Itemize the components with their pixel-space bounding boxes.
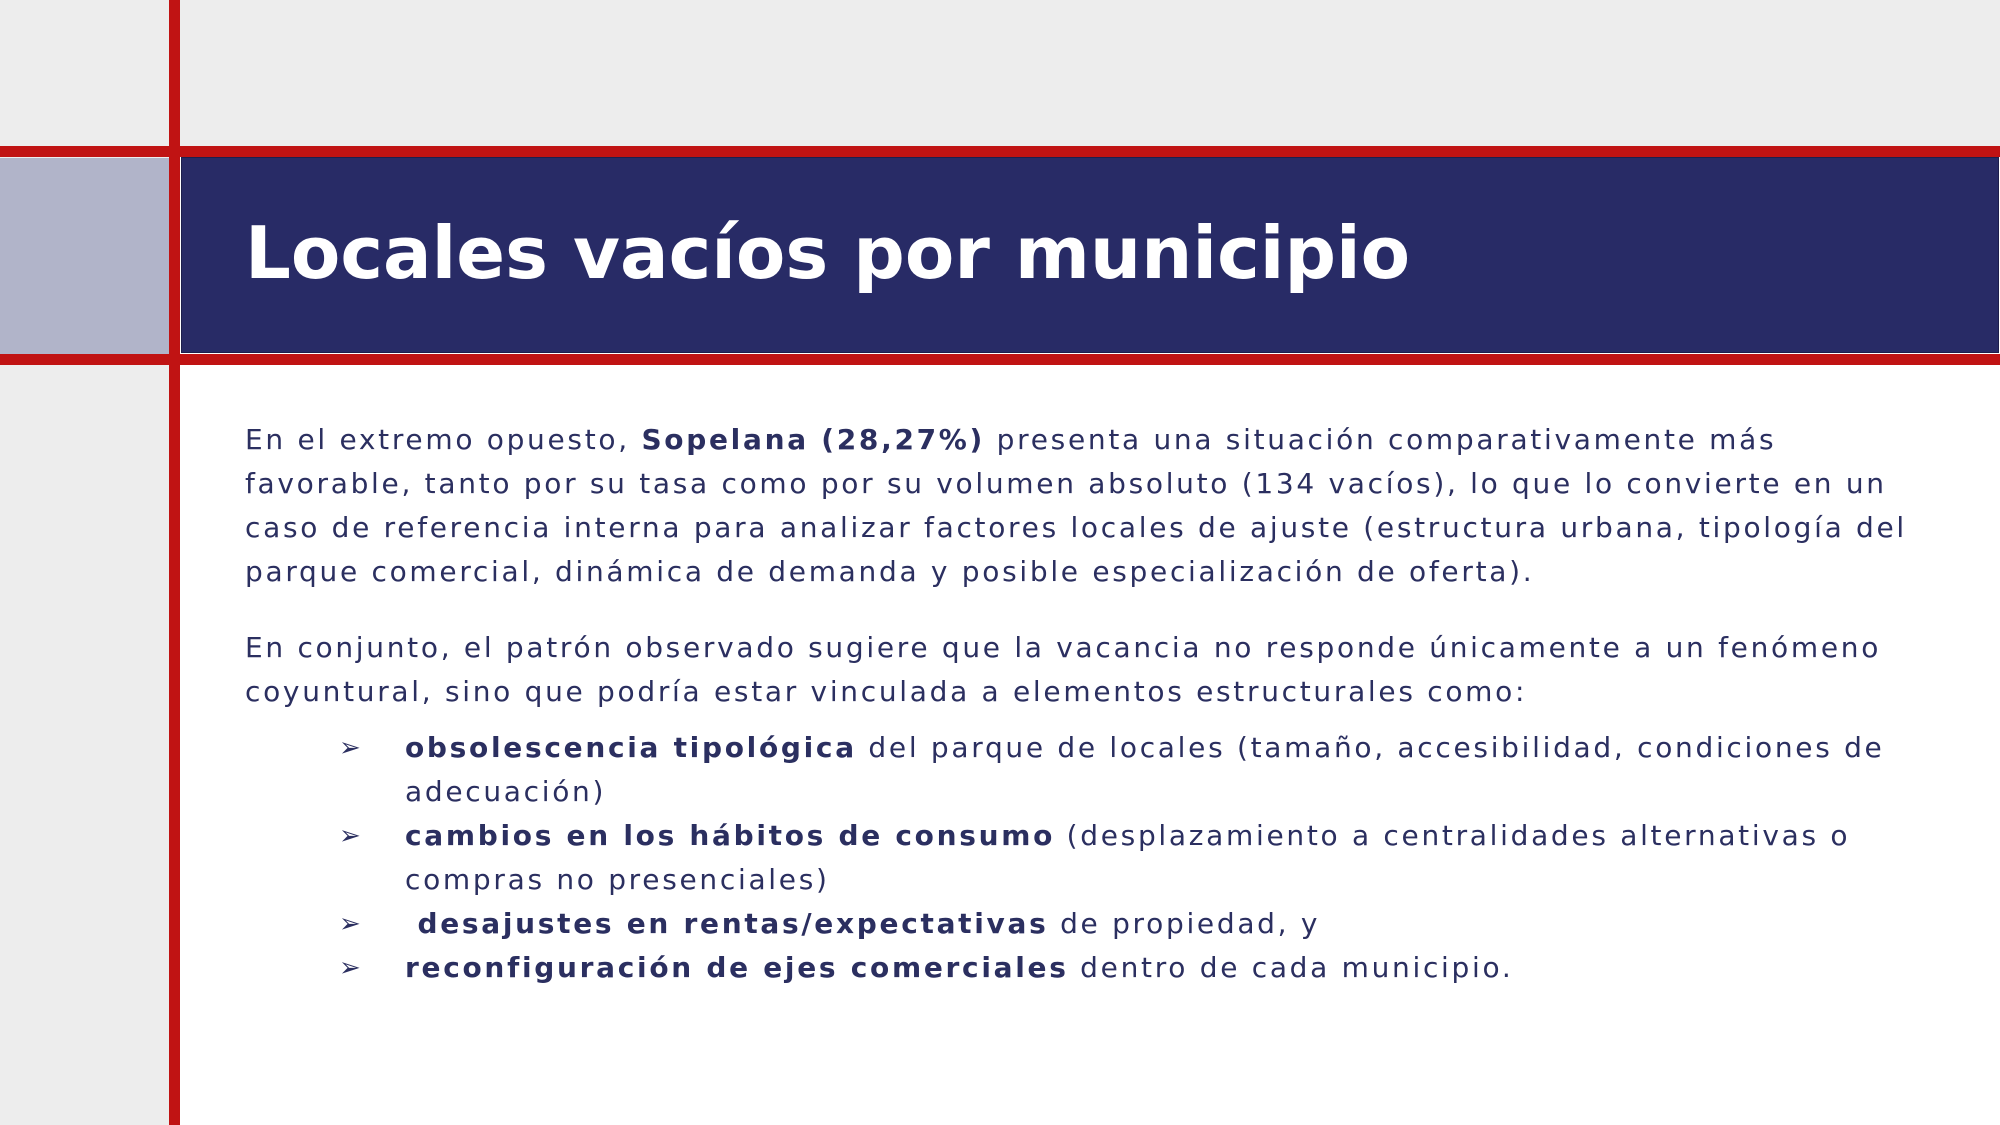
- paragraph-sopelana: [245, 418, 1945, 594]
- left-accent-block: [0, 158, 170, 354]
- list-item: [245, 814, 1945, 902]
- bottom-red-rule: [0, 354, 2000, 365]
- bullet-text: del parque de locales (tamaño, accesibilidad, condiciones de adecuación): [405, 731, 1885, 808]
- list-item: [245, 902, 1945, 946]
- arrow-bullet-icon: ➢: [339, 821, 361, 851]
- bullet-bold-text: desajustes en rentas/expectativas: [405, 907, 1049, 940]
- bullet-bold-text: cambios en los hábitos de consumo: [405, 819, 1056, 852]
- paragraph-conjunto: En conjunto, el patrón observado sugiere que la vacancia no responde únicamente a un fenómeno coyuntural, sino que podría estar vinculada a elementos estructurales como:: [245, 631, 1882, 708]
- slide-body: [245, 418, 1945, 990]
- bullet-bold-text: obsolescencia tipológica: [405, 731, 857, 764]
- arrow-bullet-icon: ➢: [339, 733, 361, 763]
- paragraph-text: presenta una situación comparativamente más favorable, tanto por su tasa como por su volumen absoluto (134 vacíos), lo que lo convierte en un caso de referencia interna para analizar factores locales de ajuste (estructura urbana, tipología del parque comercial, dinámica de demanda y posible especialización de oferta).: [245, 423, 1907, 588]
- top-red-rule: [0, 146, 2000, 157]
- list-item: [245, 726, 1945, 814]
- bullet-text: (desplazamiento a centralidades alternativas o compras no presenciales): [405, 819, 1851, 896]
- bullet-list: [245, 726, 1945, 990]
- bullet-text: de propiedad, y: [1048, 907, 1321, 940]
- paragraph-text: En el extremo opuesto,: [245, 423, 642, 456]
- arrow-bullet-icon: ➢: [339, 953, 361, 983]
- highlight-sopelana: Sopelana (28,27%): [641, 423, 986, 456]
- slide-title: Locales vacíos por municipio: [245, 211, 1411, 295]
- vertical-red-rule: [169, 0, 180, 1125]
- arrow-bullet-icon: ➢: [339, 909, 361, 939]
- top-band: [0, 0, 2000, 146]
- bullet-bold-text: reconfiguración de ejes comerciales: [405, 951, 1069, 984]
- list-item: [245, 946, 1945, 990]
- bullet-text: dentro de cada municipio.: [1068, 951, 1514, 984]
